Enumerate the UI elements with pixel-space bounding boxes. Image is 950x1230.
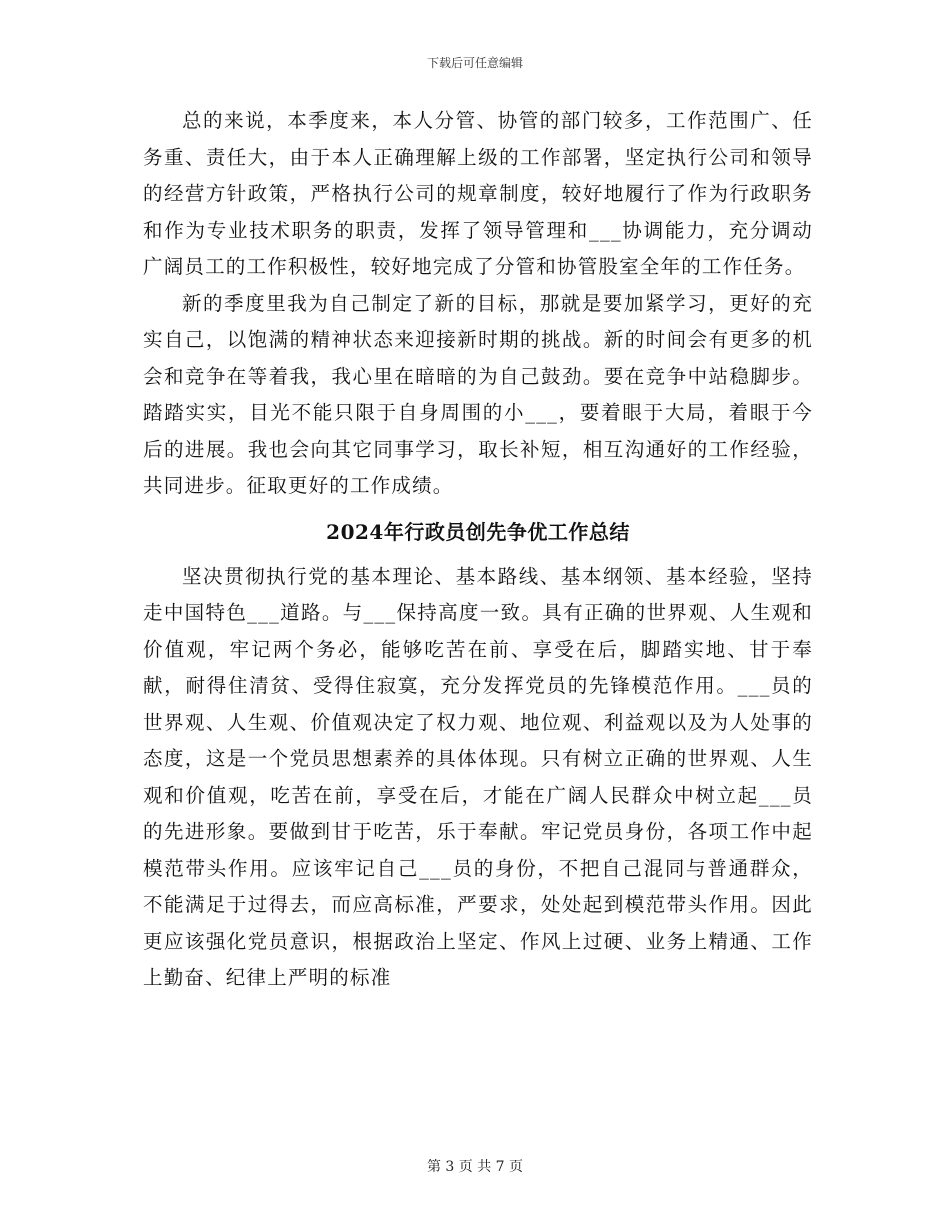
- body-paragraph: 坚决贯彻执行党的基本理论、基本路线、基本纲领、基本经验，坚持走中国特色___道路。与___保持高度一致。具有正确的世界观、人生观和价值观，牢记两个务必，能够吃苦在前、享受在后，脚踏实地、甘于奉献，耐得住清贫、受得住寂寞，充分发挥党员的先锋模范作用。___员的世界观、人生观、价值观决定了权力观、地位观、利益观以及为人处事的态度，这是一个党员思想素养的具体体现。只有树立正确的世界观、人生观和价值观，吃苦在前，享受在后，才能在广阔人民群众中树立起___员的先进形象。要做到甘于吃苦，乐于奉献。牢记党员身份，各项工作中起模范带头作用。应该牢记自己___员的身份，不把自己混同与普通群众，不能满足于过得去，而应高标准，严要求，处处起到模范带头作用。因此更应该强化党员意识，根据政治上坚定、作风上过硬、业务上精通、工作上勤奋、纪律上严明的标准: [143, 564, 813, 989]
- section-title: 2024年行政员创先争优工作总结: [326, 519, 630, 544]
- page-number: 第 3 页 共 7 页: [426, 1159, 524, 1175]
- document-body: [143, 103, 813, 997]
- body-paragraph: 新的季度里我为自己制定了新的目标，那就是要加紧学习，更好的充实自己，以饱满的精神状态来迎接新时期的挑战。新的时间会有更多的机会和竞争在等着我，我心里在暗暗的为自己鼓劲。要在竞争中站稳脚步。踏踏实实，目光不能只限于自身周围的小___，要着眼于大局，着眼于今后的进展。我也会向其它同事学习，取长补短，相互沟通好的工作经验，共同进步。征取更好的工作成绩。: [143, 291, 813, 497]
- body-paragraph: 总的来说，本季度来，本人分管、协管的部门较多，工作范围广、任务重、责任大，由于本人正确理解上级的工作部署，坚定执行公司和领导的经营方针政策，严格执行公司的规章制度，较好地履行了作为行政职务和作为专业技术职务的职责，发挥了领导管理和___协调能力，充分调动广阔员工的工作积极性，较好地完成了分管和协管股室全年的工作任务。: [143, 109, 813, 278]
- header-note: 下载后可任意编辑: [426, 56, 523, 70]
